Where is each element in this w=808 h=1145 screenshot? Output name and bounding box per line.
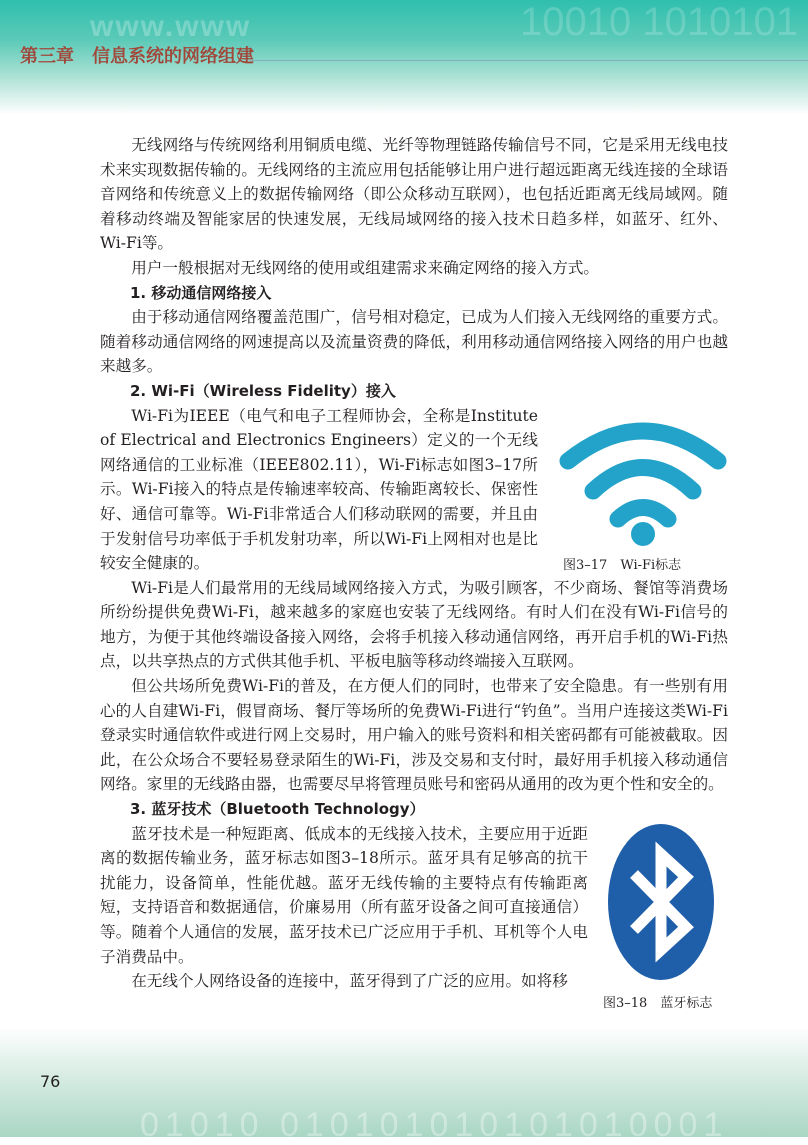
section-heading: 3. 蓝牙技术（Bluetooth Technology） <box>130 800 425 819</box>
paragraph: 但公共场所免费Wi-Fi的普及，在方便人们的同时，也带来了安全隐患。有一些别有用心的人自建Wi-Fi，假冒商场、餐厅等场所的免费Wi-Fi进行“钓鱼”。当用户连接这类Wi-Fi登录实时通信软件或进行网上交易时，用户输入的账号资料和相关密码都有可能被截取。因此，在公众场合不要轻易登录陌生的Wi-Fi，涉及交易和支付时，最好用手机接入移动通信网络。家里的无线路由器，也需要尽早将管理员账号和密码从通用的改为更个性和安全的。 <box>100 677 728 794</box>
body-text <box>100 133 728 1012</box>
figure-caption: 图3–18 蓝牙标志 <box>603 995 713 1011</box>
section-heading: 1. 移动通信网络接入 <box>130 283 272 302</box>
figure-caption: 图3–17 Wi-Fi标志 <box>563 557 682 573</box>
header-rule <box>250 60 808 61</box>
paragraph: Wi-Fi为IEEE（电气和电子工程师协会，全称是Institute of Electrical and Electronics Engineers）定义的一个无线网络通信的工业标准（IEEE802.11），Wi-Fi标志如图3–17所示。Wi-Fi接入的特点是传输速率较高、传输距离较长、保密性好、通信可靠等。Wi-Fi非常适合人们移动联网的需要，并且由于发射信号功率低于手机发射功率，所以Wi-Fi上网相对也是比较安全健康的。 <box>100 406 538 573</box>
bluetooth-icon <box>606 822 716 982</box>
wifi-icon <box>558 416 728 546</box>
page-number: 76 <box>40 1072 61 1091</box>
paragraph: 在无线个人网络设备的连接中，蓝牙得到了广泛的应用。如将移 <box>131 972 568 991</box>
header-decoration: www.www <box>90 10 252 43</box>
page-footer <box>0 1027 808 1144</box>
paragraph: 由于移动通信网络覆盖范围广，信号相对稳定，已成为人们接入无线网络的重要方式。随着移动通信网络的网速提高以及流量资费的降低，利用移动通信网络接入网络的用户也越来越多。 <box>100 308 728 376</box>
paragraph: 蓝牙技术是一种短距离、低成本的无线接入技术，主要应用于近距离的数据传输业务，蓝牙标志如图3–18所示。蓝牙具有足够高的抗干扰能力，设备简单，性能优越。蓝牙无线传输的主要特点有传输距离短，支持语音和数据通信，价廉易用（所有蓝牙设备之间可直接通信）等。随着个人通信的发展，蓝牙技术已广泛应用于手机、耳机等个人电子消费品中。 <box>100 824 588 966</box>
paragraph: 无线网络与传统网络利用铜质电缆、光纤等物理链路传输信号不同，它是采用无线电技术来实现数据传输的。无线网络的主流应用包括能够让用户进行超远距离无线连接的全球语音网络和传统意义上的数据传输网络（即公众移动互联网），也包括近距离无线局域网。随着移动终端及智能家居的快速发展，无线局域网络的接入技术日趋多样，如蓝牙、红外、Wi-Fi等。 <box>100 136 728 253</box>
paragraph: Wi-Fi是人们最常用的无线局域网络接入方式，为吸引顾客，不少商场、餐馆等消费场所纷纷提供免费Wi-Fi，越来越多的家庭也安装了无线网络。有时人们在没有Wi-Fi信号的地方，为便于其他终端设备接入网络，会将手机接入移动通信网络，再开启手机的Wi-Fi热点，以共享热点的方式供其他手机、平板电脑等移动终端接入互联网。 <box>100 578 728 671</box>
footer-decoration-bits: 01010 010101010101010001 <box>140 1106 729 1144</box>
paragraph: 用户一般根据对无线网络的使用或组建需求来确定网络的接入方式。 <box>131 258 600 277</box>
figure-bluetooth <box>588 822 728 1012</box>
page-header <box>0 0 808 115</box>
chapter-title: 第三章 信息系统的网络组建 <box>20 46 254 67</box>
section-heading: 2. Wi-Fi（Wireless Fidelity）接入 <box>130 381 396 400</box>
figure-wifi <box>538 404 728 576</box>
header-decoration-bits: 10010 1010101 <box>520 0 799 44</box>
